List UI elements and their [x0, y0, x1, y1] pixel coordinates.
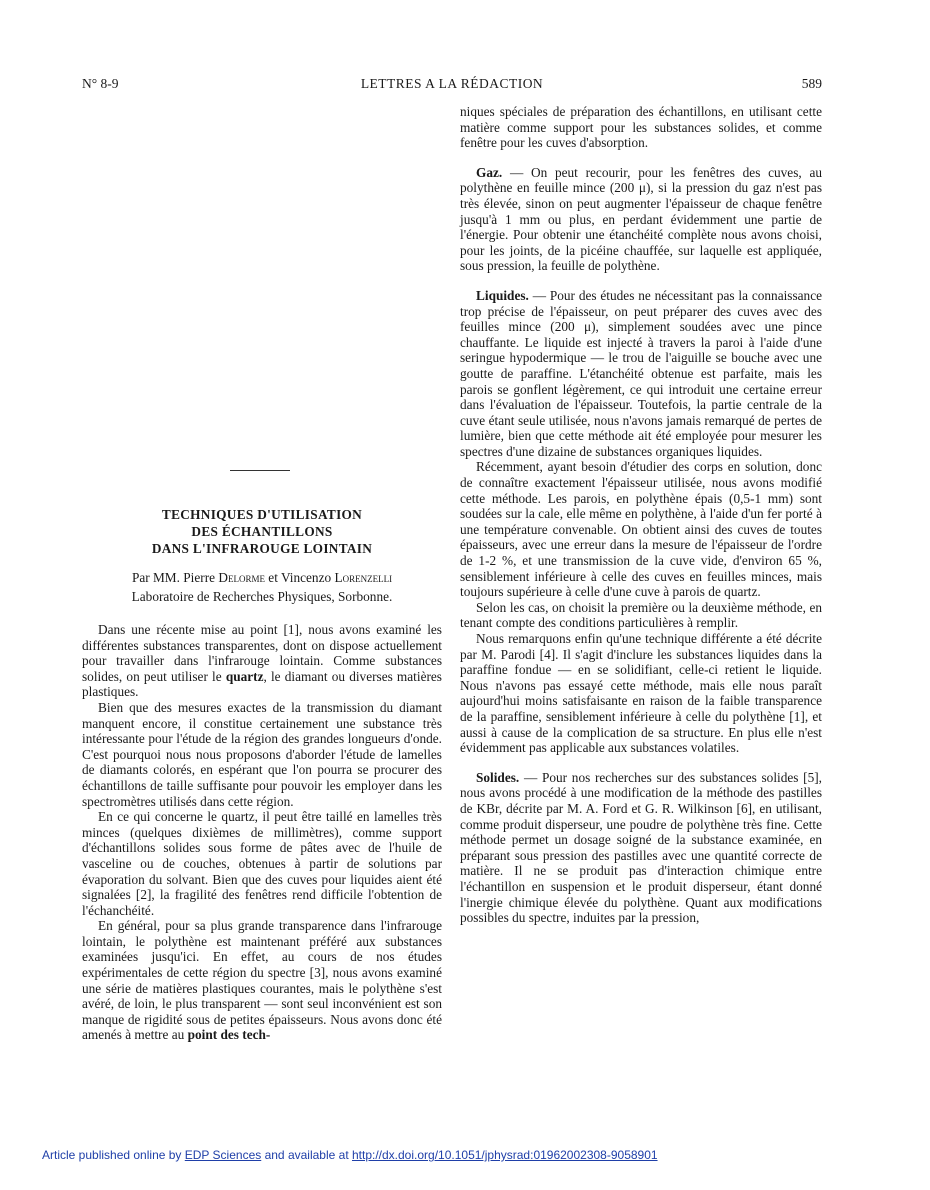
- label-gaz: Gaz.: [476, 164, 503, 180]
- affiliation: Laboratoire de Recherches Physiques, Sorbonne.: [131, 589, 393, 604]
- section-gaz: Gaz. — On peut recourir, pour les fenêtres des cuves, au polythène en feuille mince (200 μ), si la pression du gaz n'est pas très élevée, sinon on peut augmenter l'épaisseur de chaque fenêtre jusqu'à 1 mm ou plus, en perdant évidemment une partie de l'énergie. Pour obtenir une étanchéité complète nous avons choisi, pour les joints, de la picéine chauffée, sur laquelle est appliquée, sous pression, la feuille de polythène.: [460, 164, 822, 274]
- author-lorenzelli: Lorenzelli: [334, 570, 393, 585]
- section-liquides: Liquides. — Pour des études ne nécessitant pas la connaissance trop précise de l'épaisseur, on peut préparer des cuves avec des feuilles mince (200 μ), simplement soudées avec une pince chauffante. Le liquide est injecté à travers la paroi à l'aide d'une seringue hypodermique — le trou de l'aiguille se bouche avec une goutte de paraffine. L'étanchéité obtenue est parfaite, mais les parois se gonflent légèrement, ce qui introduit une certaine erreur dans l'évaluation de l'épaisseur. Toutefois, la partie centrale de la cuve étant seule utilisée, nous n'avons jamais remarqué de pertes de lumière, bien que cette méthode ait été employée pour mesurer les spectres d'une dizaine de substances organiques liquides.: [460, 287, 822, 459]
- section-solides: Solides. — Pour nos recherches sur des substances solides [5], nous avons procédé à une modification de la méthode des pastilles de KBr, décrite par M. A. Ford et G. R. Wilkinson [6], en utilisant, comme produit disperseur, une poudre de polythène très fine. Cette méthode permet un dosage soigné de la substance examinée, en préparant sous pression des pastilles avec une quantité correcte de matière. Il ne se produit pas d'interaction chimique entre l'échantillon en suspension et le produit disperseur, étant donné l'inergie chimique élevée du polythène. Quant aux modifications possibles du spectre, induites par la pression,: [460, 769, 822, 926]
- paragraph-continuation: niques spéciales de préparation des échantillons, en utilisant cette matière comme support pour les substances solides, et comme fenêtre pour les cuves d'absorption.: [460, 104, 822, 151]
- title-line-1: TECHNIQUES D'UTILISATION: [161, 507, 363, 522]
- running-header: [82, 76, 822, 94]
- title-line-3: DANS L'INFRAROUGE LOINTAIN: [151, 541, 373, 556]
- footer-citation: Article published online by EDP Sciences and available at http://dx.doi.org/10.1051/jphysrad:01962002308-9058901: [42, 1148, 658, 1162]
- paragraph-intro: Dans une récente mise au point [1], nous avons examiné les différentes substances transparentes, dont on dispose actuellement pour travailler dans l'infrarouge lointain. Comme substances solides, on peut utiliser le quartz, le diamant ou diverses matières plastiques.: [82, 622, 442, 700]
- page-number: 589: [801, 76, 822, 91]
- author-block: [82, 568, 442, 606]
- section-title: LETTRES A LA RÉDACTION: [360, 76, 544, 91]
- article-title: [82, 506, 442, 557]
- paragraph-parodi: Nous remarquons enfin qu'une technique différente a été décrite par M. Parodi [4]. Il s'agit d'inclure les substances liquides dans la paraffine fondue — en se solidifiant, celle-ci retient le liquide. Nous n'avons pas essayé cette méthode, mais elle nous paraît aujourd'hui moins satisfaisante en raison de la faible transparence de la paraffine, sensiblement inférieure à celle du polythène [1], et aussi à cause de la complication de sa structure. En plus elle n'est évidemment pas applicable aux substances volatiles.: [460, 631, 822, 756]
- paragraph-quartz: En ce qui concerne le quartz, il peut être taillé en lamelles très minces (quelques dixièmes de millimètres), comme support d'échantillons solides sous forme de pâtes avec de l'huile de vasceline ou de couches, obtenues à partir de solutions par évaporation du solvant. Bien que des cuves pour liquides aient été signalées [2], la fragilité des fenêtres rend difficile l'obtention de l'échanchéité.: [82, 809, 442, 918]
- right-column: [460, 104, 822, 926]
- left-column: [82, 622, 442, 1043]
- publisher-link[interactable]: EDP Sciences: [184, 1148, 262, 1162]
- issue-number: N° 8-9: [82, 76, 119, 91]
- paragraph-selon: Selon les cas, on choisit la première ou la deuxième méthode, en tenant compte des conditions particulières à remplir.: [460, 599, 822, 631]
- paragraph-polythene: En général, pour sa plus grande transparence dans l'infrarouge lointain, le polythène est maintenant préféré aux substances examinées jusqu'ici. En effet, au cours de nos études expérimentales de cette région du spectre [3], nous avons examiné une série de matières plastiques courantes, mais le polythène s'est avéré, de loin, le plus transparent — sont seul inconvénient est son manque de rigidité sous de petites épaisseurs. Nous avons donc été amenés à mettre au point des tech-: [82, 918, 442, 1043]
- author-delorme: Delorme: [218, 570, 265, 585]
- separator-rule: [230, 470, 290, 471]
- doi-link[interactable]: http://dx.doi.org/10.1051/jphysrad:01962002308-9058901: [351, 1148, 658, 1162]
- paragraph-diamond: Bien que des mesures exactes de la transmission du diamant manquent encore, il constitue certainement une substance très intéressante pour l'étude de la région des grandes longueurs d'onde. C'est pourquoi nous nous proposons d'aborder l'étude de lamelles de diamants colorés, en espérant que l'on pourra se procurer des échantillons de taille suffisante pour pouvoir les employer dans les spectromètres utilisés dans cette région.: [82, 699, 442, 809]
- label-liquides: Liquides.: [476, 287, 529, 303]
- title-line-2: DES ÉCHANTILLONS: [191, 524, 333, 539]
- label-solides: Solides.: [476, 769, 520, 785]
- author-line: Par MM. Pierre Delorme et Vincenzo Lorenzelli: [131, 570, 393, 585]
- paragraph-recemment: Récemment, ayant besoin d'étudier des corps en solution, donc de connaître exactement l'épaisseur utilisée, nous avons modifié cette méthode. Les parois, en polythène épais (0,5-1 mm) sont soudées sur la cale, elle même en polythène, à l'aide d'un fer porté à une température convenable. On obtient ainsi des cuves de toutes épaisseurs, avec une erreur dans la mesure de l'épaisseur de l'ordre de 1-2 %, et une transmission de la cuve vide, d'environ 65 %, sensiblement inférieure à celle des cuves en feuilles minces, mais toujours supérieure à celle d'une cuve à parois de quartz.: [460, 459, 822, 600]
